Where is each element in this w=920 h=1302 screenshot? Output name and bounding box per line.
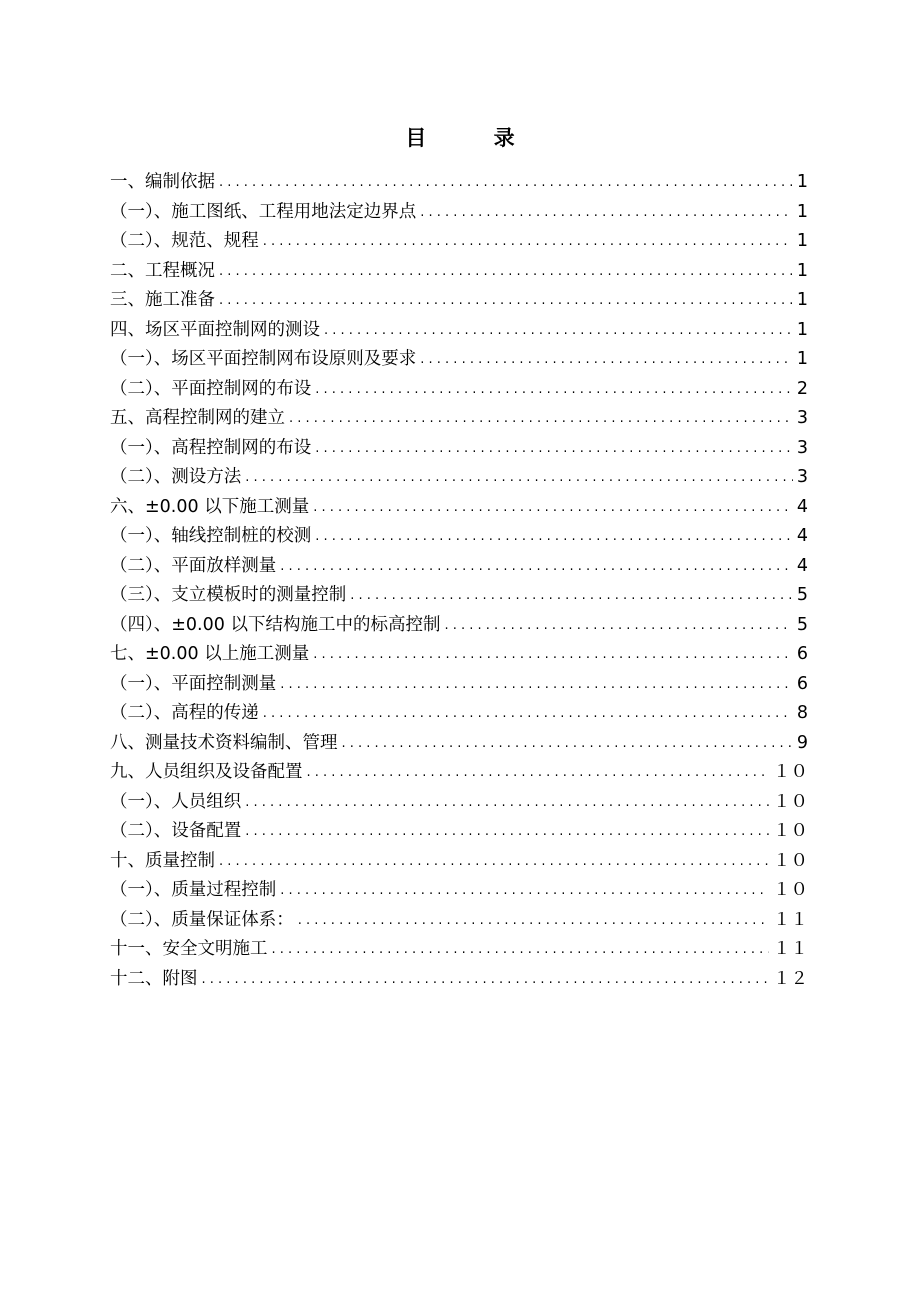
toc-entry-label: （一）、质量过程控制 [110, 880, 277, 900]
toc-entry[interactable] [110, 581, 808, 611]
toc-entry-page: 1 [796, 260, 808, 281]
toc-entry-page: 1 [796, 231, 808, 251]
toc-entry-label: 十二、附图 [110, 968, 198, 989]
dot-leader [315, 522, 793, 552]
toc-entry-page: １１ [773, 909, 808, 930]
toc-entry-label: 十一、安全文明施工 [110, 939, 268, 959]
toc-entry-label: 五、高程控制网的建立 [110, 408, 285, 428]
toc-entry[interactable] [110, 552, 808, 582]
toc-entry-page: 6 [796, 644, 808, 664]
dot-leader [245, 463, 793, 493]
toc-entry-page: １０ [773, 791, 808, 812]
toc-entry-label: （一）、轴线控制桩的校测 [110, 526, 312, 546]
toc-entry[interactable] [110, 316, 808, 346]
toc-entry[interactable] [110, 257, 808, 287]
toc-entry[interactable] [110, 286, 808, 316]
toc-entry-page: 6 [796, 673, 808, 694]
toc-entry-label: （一）、平面控制测量 [110, 673, 277, 694]
toc-entry-label: 八、测量技术资料编制、管理 [110, 732, 338, 753]
toc-entry-page: 4 [796, 526, 808, 546]
toc-entry-page: 5 [796, 614, 808, 635]
toc-entry[interactable] [110, 847, 808, 877]
toc-entry-page: 5 [796, 585, 808, 605]
dot-leader [313, 640, 793, 670]
toc-entry-label: 七、±0.00 以上施工测量 [110, 644, 310, 664]
dot-leader [219, 257, 793, 287]
toc-entry-page: 4 [796, 555, 808, 576]
toc-entry-label: （一）、人员组织 [110, 791, 242, 812]
dot-leader [420, 198, 793, 228]
toc-entry[interactable] [110, 876, 808, 906]
toc-entry-label: （四）、±0.00 以下结构施工中的标高控制 [110, 614, 441, 635]
toc-entry-page: 3 [796, 467, 808, 487]
toc-entry[interactable] [110, 168, 808, 198]
toc-entry-page: 3 [796, 437, 808, 458]
dot-leader [342, 729, 793, 759]
toc-entry-label: （一）、施工图纸、工程用地法定边界点 [110, 201, 417, 222]
dot-leader [272, 935, 770, 965]
toc-entry-page: 8 [796, 703, 808, 723]
toc-entry[interactable] [110, 463, 808, 493]
toc-entry[interactable] [110, 670, 808, 700]
toc-entry-label: 六、±0.00 以下施工测量 [110, 496, 310, 517]
dot-leader [289, 404, 793, 434]
dot-leader [280, 552, 793, 582]
toc-entry-page: 2 [796, 378, 808, 399]
toc-entry-page: １２ [773, 968, 808, 989]
toc-entry-label: 十、质量控制 [110, 850, 215, 871]
toc-entry[interactable] [110, 345, 808, 375]
toc-entry-page: 1 [796, 172, 808, 192]
dot-leader [219, 286, 793, 316]
toc-entry[interactable] [110, 729, 808, 759]
toc-entry-page: 1 [796, 290, 808, 310]
dot-leader [263, 227, 793, 257]
toc-entry[interactable] [110, 375, 808, 405]
toc-entry-page: １０ [773, 850, 808, 871]
toc-entry-label: （三）、支立模板时的测量控制 [110, 585, 347, 605]
toc-entry-label: （二）、设备配置 [110, 821, 242, 841]
toc-entry-page: １０ [773, 762, 808, 782]
toc-entry-label: 二、工程概况 [110, 260, 215, 281]
toc-entry-page: 4 [796, 496, 808, 517]
dot-leader [444, 611, 792, 641]
dot-leader [315, 375, 793, 405]
toc-entry-page: １０ [773, 821, 808, 841]
toc-entry-label: （一）、场区平面控制网布设原则及要求 [110, 349, 417, 369]
toc-entry[interactable] [110, 817, 808, 847]
toc-entry-page: 1 [796, 201, 808, 222]
dot-leader [313, 493, 793, 523]
toc-entry-page: 1 [796, 319, 808, 340]
toc-entry-label: 一、编制依据 [110, 172, 215, 192]
toc-entry[interactable] [110, 198, 808, 228]
toc-entry-page: １１ [773, 939, 808, 959]
dot-leader [298, 906, 769, 936]
toc-entry-page: 1 [796, 349, 808, 369]
dot-leader [315, 434, 793, 464]
toc-entry[interactable] [110, 906, 808, 936]
toc-entry[interactable] [110, 935, 808, 965]
dot-leader [245, 788, 769, 818]
toc-title: 目 录 [405, 126, 545, 150]
dot-leader [219, 168, 793, 198]
toc-entry[interactable] [110, 522, 808, 552]
toc-entry[interactable] [110, 640, 808, 670]
toc-entry-label: （一）、高程控制网的布设 [110, 437, 312, 458]
toc-entry-page: 9 [796, 732, 808, 753]
toc-entry-page: 3 [796, 408, 808, 428]
toc-entry-label: （二）、测设方法 [110, 467, 242, 487]
toc-list [110, 168, 808, 994]
dot-leader [324, 316, 793, 346]
dot-leader [202, 965, 770, 995]
toc-entry-page: １０ [773, 880, 808, 900]
toc-entry[interactable] [110, 758, 808, 788]
toc-entry-label: 九、人员组织及设备配置 [110, 762, 303, 782]
dot-leader [280, 876, 769, 906]
toc-entry-label: 四、场区平面控制网的测设 [110, 319, 320, 340]
dot-leader [420, 345, 793, 375]
toc-entry[interactable] [110, 404, 808, 434]
toc-entry[interactable] [110, 699, 808, 729]
dot-leader [307, 758, 770, 788]
toc-entry-label: （二）、规范、规程 [110, 231, 259, 251]
toc-entry-label: （二）、质量保证体系： [110, 909, 294, 930]
toc-entry[interactable] [110, 434, 808, 464]
toc-entry[interactable] [110, 227, 808, 257]
dot-leader [263, 699, 793, 729]
toc-entry-label: （二）、平面放样测量 [110, 555, 277, 576]
toc-entry-label: （二）、高程的传递 [110, 703, 259, 723]
toc-entry[interactable] [110, 611, 808, 641]
dot-leader [245, 817, 769, 847]
toc-entry[interactable] [110, 493, 808, 523]
dot-leader [280, 670, 793, 700]
toc-entry-label: 三、施工准备 [110, 290, 215, 310]
toc-entry[interactable] [110, 965, 808, 995]
toc-entry[interactable] [110, 788, 808, 818]
dot-leader [350, 581, 793, 611]
dot-leader [219, 847, 769, 877]
toc-entry-label: （二）、平面控制网的布设 [110, 378, 312, 399]
